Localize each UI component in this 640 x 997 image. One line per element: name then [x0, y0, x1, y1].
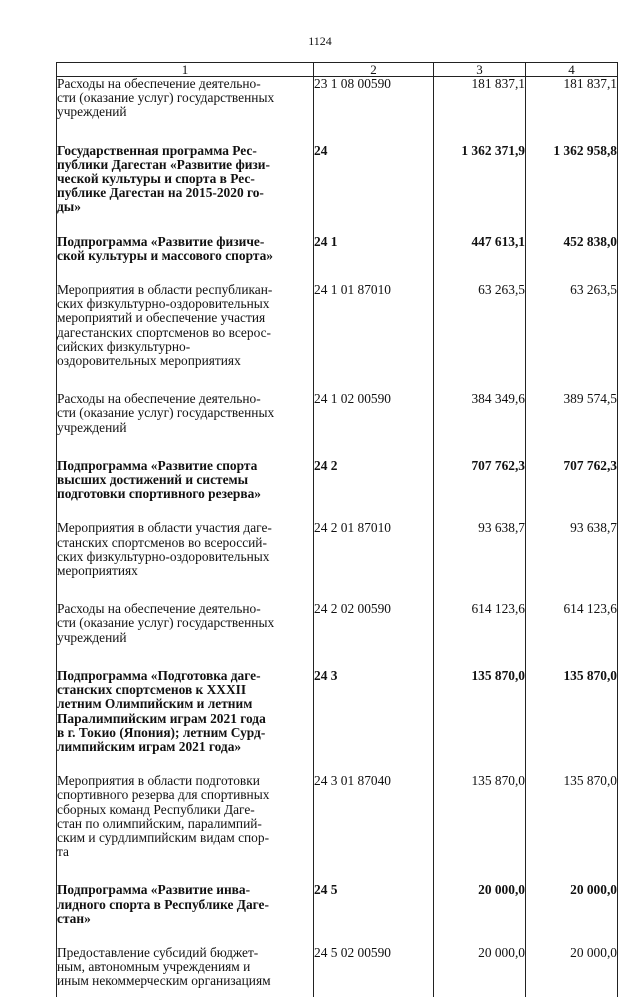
row-code: 24 5 02 00590	[314, 946, 434, 989]
spacer-cell	[526, 501, 618, 521]
spacer-cell	[314, 754, 434, 774]
spacer-cell	[526, 578, 618, 602]
spacer-cell	[526, 645, 618, 669]
spacer-cell	[57, 435, 314, 459]
spacer-cell	[57, 578, 314, 602]
row-name: Государственная программа Рес- публики Дагестан «Развитие физи- ческой культуры и спорта в Рес- публике Дагестан на 2015-2020 го- ды»	[57, 144, 314, 215]
row-spacer	[57, 989, 618, 997]
spacer-cell	[57, 926, 314, 946]
spacer-cell	[57, 645, 314, 669]
spacer-cell	[526, 435, 618, 459]
spacer-cell	[57, 501, 314, 521]
row-value-4: 20 000,0	[526, 883, 618, 926]
page-number: 1124	[308, 34, 332, 48]
row-value-3: 20 000,0	[434, 883, 526, 926]
row-value-4: 93 638,7	[526, 521, 618, 578]
row-spacer	[57, 120, 618, 144]
row-name: Подпрограмма «Развитие инва- лидного спорта в Республике Даге- стан»	[57, 883, 314, 926]
row-spacer	[57, 435, 618, 459]
row-spacer	[57, 754, 618, 774]
spacer-cell	[526, 926, 618, 946]
spacer-cell	[314, 578, 434, 602]
row-name: Расходы на обеспечение деятельно- сти (оказание услуг) государственных учреждений	[57, 392, 314, 435]
spacer-cell	[314, 435, 434, 459]
row-value-3: 135 870,0	[434, 774, 526, 859]
row-code: 24 2	[314, 459, 434, 502]
row-code: 24	[314, 144, 434, 215]
row-spacer	[57, 645, 618, 669]
row-value-3: 1 362 371,9	[434, 144, 526, 215]
row-spacer	[57, 578, 618, 602]
row-code: 24 5	[314, 883, 434, 926]
spacer-cell	[434, 578, 526, 602]
row-spacer	[57, 368, 618, 392]
spacer-cell	[526, 368, 618, 392]
row-spacer	[57, 926, 618, 946]
row-value-3: 20 000,0	[434, 946, 526, 989]
table-row	[57, 774, 618, 859]
spacer-cell	[57, 215, 314, 235]
table-row	[57, 946, 618, 989]
spacer-cell	[57, 120, 314, 144]
spacer-cell	[434, 926, 526, 946]
spacer-cell	[434, 859, 526, 883]
spacer-cell	[434, 501, 526, 521]
spacer-cell	[314, 120, 434, 144]
row-value-3: 447 613,1	[434, 235, 526, 263]
spacer-cell	[526, 859, 618, 883]
row-value-3: 135 870,0	[434, 669, 526, 754]
spacer-cell	[434, 645, 526, 669]
row-value-3: 614 123,6	[434, 602, 526, 645]
spacer-cell	[434, 435, 526, 459]
spacer-cell	[526, 120, 618, 144]
spacer-cell	[434, 120, 526, 144]
row-value-3: 707 762,3	[434, 459, 526, 502]
row-value-4: 614 123,6	[526, 602, 618, 645]
row-value-3: 63 263,5	[434, 283, 526, 368]
header-row	[57, 63, 618, 77]
row-name: Подпрограмма «Подготовка даге- станских спортсменов к XXXII летним Олимпийским и летним Паралимпийским играм 2021 года в г. Токио (Япония); летним Сурд- лимпийским играм 2021 года»	[57, 669, 314, 754]
row-name: Мероприятия в области республикан- ских физкультурно-оздоровительных мероприятий и обеспечение участия дагестанских спортсменов во всерос- сийских физкультурно- оздоровительных мероприятиях	[57, 283, 314, 368]
row-value-4: 707 762,3	[526, 459, 618, 502]
row-value-4: 389 574,5	[526, 392, 618, 435]
row-spacer	[57, 263, 618, 283]
spacer-cell	[434, 215, 526, 235]
table-row	[57, 521, 618, 578]
table-row	[57, 283, 618, 368]
row-code: 24 1	[314, 235, 434, 263]
spacer-cell	[434, 754, 526, 774]
row-value-3: 181 837,1	[434, 77, 526, 120]
spacer-cell	[314, 926, 434, 946]
row-code: 24 2 01 87010	[314, 521, 434, 578]
table-row	[57, 459, 618, 502]
spacer-cell	[434, 368, 526, 392]
table-row	[57, 392, 618, 435]
row-code: 24 2 02 00590	[314, 602, 434, 645]
spacer-cell	[526, 263, 618, 283]
row-value-4: 1 362 958,8	[526, 144, 618, 215]
spacer-cell	[314, 645, 434, 669]
column-header-3: 3	[434, 63, 526, 77]
spacer-cell	[314, 215, 434, 235]
row-value-3: 93 638,7	[434, 521, 526, 578]
table-body	[57, 77, 618, 997]
row-code: 24 3	[314, 669, 434, 754]
row-code: 23 1 08 00590	[314, 77, 434, 120]
spacer-cell	[434, 989, 526, 997]
column-header-4: 4	[526, 63, 618, 77]
row-value-4: 135 870,0	[526, 774, 618, 859]
row-value-4: 63 263,5	[526, 283, 618, 368]
row-name: Подпрограмма «Развитие спорта высших достижений и системы подготовки спортивного резерва»	[57, 459, 314, 502]
row-name: Расходы на обеспечение деятельно- сти (оказание услуг) государственных учреждений	[57, 602, 314, 645]
row-name: Предоставление субсидий бюджет- ным, автономным учреждениям и иным некоммерческим организациям	[57, 946, 314, 989]
spacer-cell	[314, 859, 434, 883]
row-value-4: 181 837,1	[526, 77, 618, 120]
spacer-cell	[526, 989, 618, 997]
spacer-cell	[314, 368, 434, 392]
row-value-4: 135 870,0	[526, 669, 618, 754]
row-value-4: 452 838,0	[526, 235, 618, 263]
spacer-cell	[57, 859, 314, 883]
spacer-cell	[314, 501, 434, 521]
row-spacer	[57, 859, 618, 883]
spacer-cell	[314, 989, 434, 997]
spacer-cell	[314, 263, 434, 283]
row-code: 24 3 01 87040	[314, 774, 434, 859]
spacer-cell	[57, 263, 314, 283]
row-value-3: 384 349,6	[434, 392, 526, 435]
row-code: 24 1 02 00590	[314, 392, 434, 435]
spacer-cell	[57, 754, 314, 774]
table-row	[57, 669, 618, 754]
row-spacer	[57, 215, 618, 235]
spacer-cell	[57, 989, 314, 997]
row-name: Расходы на обеспечение деятельно- сти (оказание услуг) государственных учреждений	[57, 77, 314, 120]
row-name: Подпрограмма «Развитие физиче- ской культуры и массового спорта»	[57, 235, 314, 263]
spacer-cell	[434, 263, 526, 283]
row-name: Мероприятия в области подготовки спортивного резерва для спортивных сборных команд Республики Даге- стан по олимпийским, паралимпий- ским и сурдлимпийским видам спор- та	[57, 774, 314, 859]
row-code: 24 1 01 87010	[314, 283, 434, 368]
row-spacer	[57, 501, 618, 521]
table-row	[57, 602, 618, 645]
spacer-cell	[526, 215, 618, 235]
spacer-cell	[57, 368, 314, 392]
budget-table	[56, 62, 618, 997]
row-name: Мероприятия в области участия даге- станских спортсменов во всероссий- ских физкультурно-оздоровительных мероприятиях	[57, 521, 314, 578]
row-value-4: 20 000,0	[526, 946, 618, 989]
table-row	[57, 77, 618, 120]
spacer-cell	[526, 754, 618, 774]
column-header-1: 1	[57, 63, 314, 77]
column-header-2: 2	[314, 63, 434, 77]
table-row	[57, 144, 618, 215]
table-row	[57, 235, 618, 263]
